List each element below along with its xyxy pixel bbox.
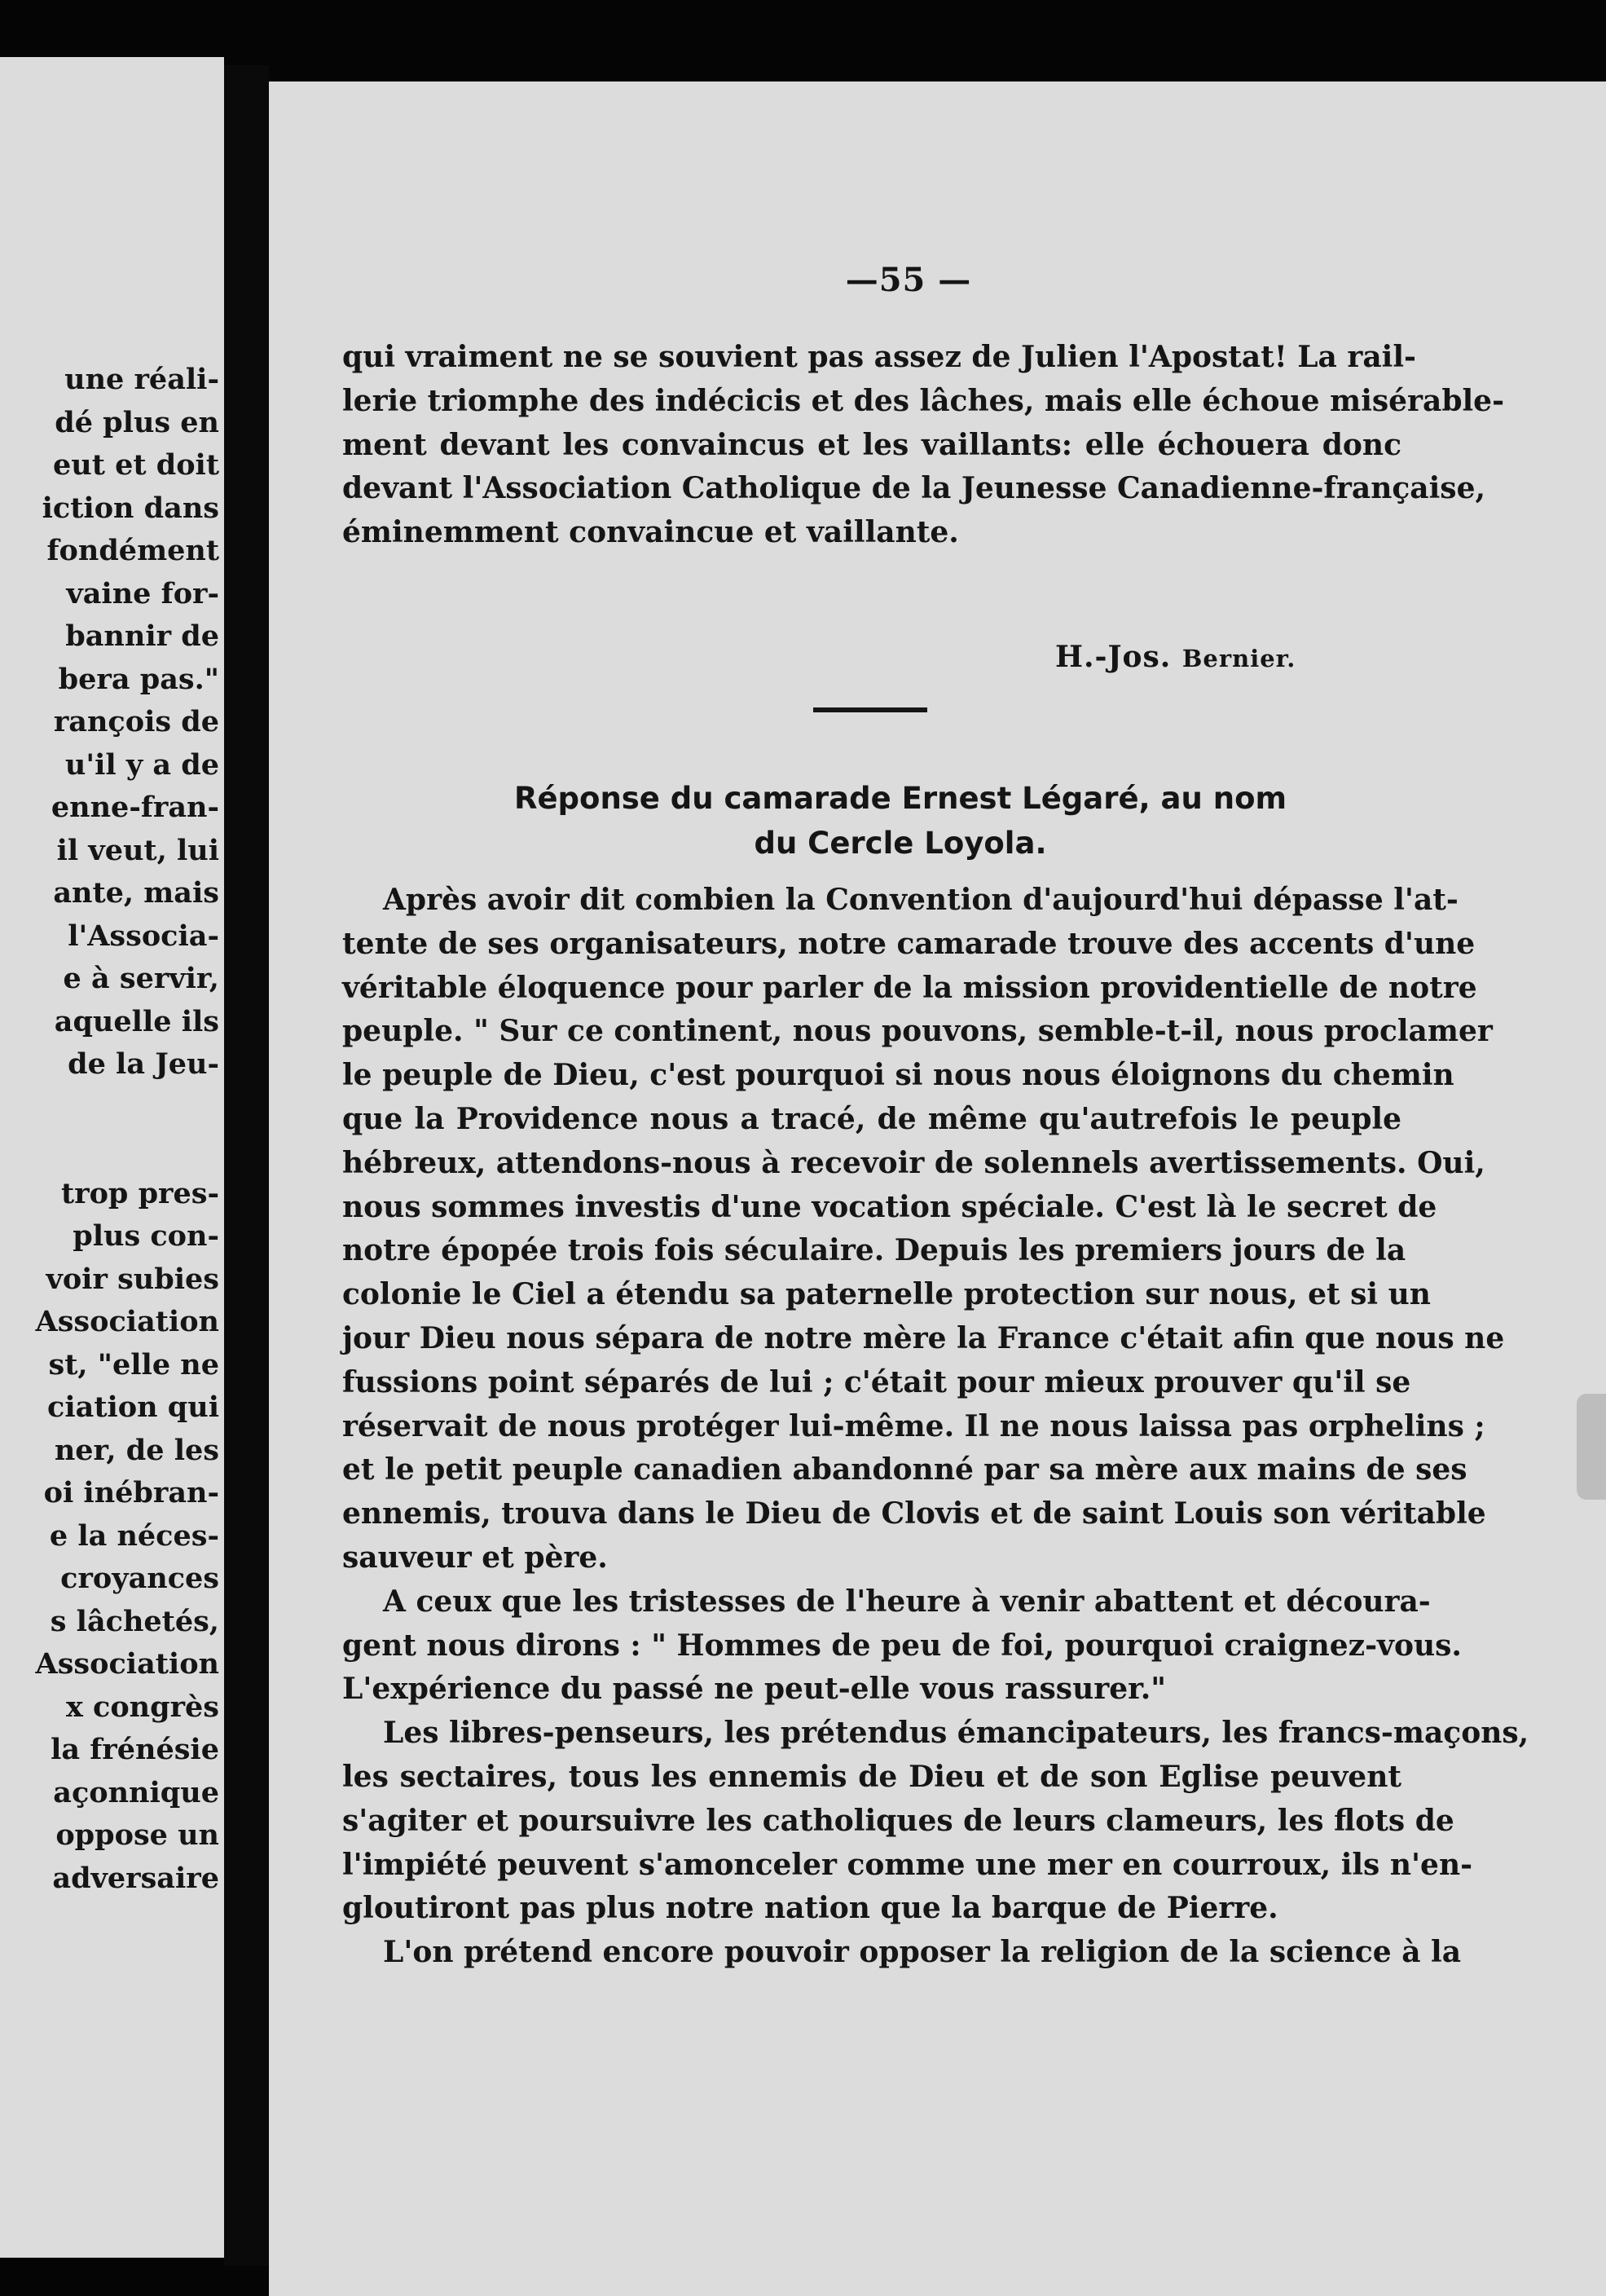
- speech-body: [342, 879, 1529, 1975]
- left-line: bera pas.": [58, 662, 219, 696]
- text-line: notre épopée trois fois séculaire. Depuis les premiers jours de la: [342, 1233, 1406, 1268]
- text-line: gloutiront pas plus notre nation que la barque de Pierre.: [342, 1891, 1278, 1926]
- text-line: qui vraiment ne se souvient pas assez de Julien l'Apostat! La rail-: [342, 340, 1416, 374]
- heading-line: Réponse du camarade Ernest Légaré, au nom: [513, 781, 1287, 816]
- left-line: vaine for-: [66, 576, 219, 610]
- left-line: il veut, lui: [56, 833, 219, 867]
- text-line: gent nous dirons : " Hommes de peu de foi, pourquoi craignez-vous.: [342, 1628, 1462, 1663]
- scan-artifact: [1577, 1394, 1606, 1500]
- text-line: que la Providence nous a tracé, de même qu'autrefois le peuple: [342, 1101, 1401, 1136]
- author-signature: [1055, 640, 1296, 674]
- book-gutter: [224, 65, 269, 2266]
- text-line: A ceux que les tristesses de l'heure à venir abattent et découra-: [383, 1584, 1431, 1619]
- page-55: [269, 82, 1606, 2296]
- text-line: L'on prétend encore pouvoir opposer la religion de la science à la: [383, 1935, 1462, 1970]
- text-line: nous sommes investis d'une vocation spéciale. C'est là le secret de: [342, 1189, 1437, 1224]
- left-line: s lâchetés,: [50, 1604, 219, 1638]
- left-line: voir subies: [46, 1262, 219, 1296]
- text-line: éminemment convaincue et vaillante.: [342, 515, 959, 550]
- left-line: ciation qui: [47, 1390, 219, 1424]
- left-line: plus con-: [73, 1219, 219, 1253]
- text-line: réservait de nous protéger lui-même. Il ne nous laissa pas orphelins ;: [342, 1408, 1485, 1443]
- left-line: eut et doit: [53, 448, 219, 482]
- text-line: jour Dieu nous sépara de notre mère la France c'était afin que nous ne: [342, 1320, 1505, 1355]
- previous-page-fragment: [0, 57, 224, 2258]
- text-line: Les libres-penseurs, les prétendus émancipateurs, les francs-maçons,: [383, 1716, 1529, 1751]
- section-divider: [813, 707, 927, 712]
- left-line: de la Jeu-: [68, 1047, 219, 1081]
- left-line: açonnique: [53, 1775, 219, 1809]
- left-line: ante, mais: [53, 876, 219, 910]
- left-line: croyances: [60, 1562, 219, 1595]
- left-line: fondément: [46, 534, 219, 567]
- text-line: tente de ses organisateurs, notre camarade trouve des accents d'une: [342, 926, 1476, 961]
- section-heading: [432, 776, 1369, 866]
- left-line: oppose un: [55, 1818, 219, 1852]
- left-line: une réali-: [64, 363, 219, 396]
- text-line: véritable éloquence pour parler de la mission providentielle de notre: [342, 970, 1477, 1005]
- paragraph-gap: [7, 1086, 219, 1173]
- left-line: enne-fran-: [51, 791, 219, 824]
- text-line: Après avoir dit combien la Convention d'aujourd'hui dépasse l'at-: [383, 883, 1459, 917]
- heading-line: du Cercle Loyola.: [754, 826, 1047, 861]
- left-line: x congrès: [65, 1690, 219, 1724]
- text-line: colonie le Ciel a étendu sa paternelle protection sur nous, et si un: [342, 1277, 1431, 1312]
- text-line: lerie triomphe des indécicis et des lâches, mais elle échoue misérable-: [342, 383, 1505, 418]
- left-line: rançois de: [53, 705, 219, 738]
- left-line: u'il y a de: [64, 747, 219, 782]
- text-line: s'agiter et poursuivre les catholiques de leurs clameurs, les flots de: [342, 1803, 1454, 1838]
- text-line: ennemis, trouva dans le Dieu de Clovis et de saint Louis son véritable: [342, 1496, 1486, 1531]
- text-line: et le petit peuple canadien abandonné par sa mère aux mains de ses: [342, 1452, 1467, 1487]
- signature-initials: H.-Jos.: [1055, 640, 1172, 674]
- left-line: bannir de: [65, 619, 219, 653]
- text-line: le peuple de Dieu, c'est pourquoi si nous nous éloignons du chemin: [342, 1058, 1454, 1093]
- signature-surname: Bernier.: [1181, 645, 1296, 672]
- left-line: e la néces-: [49, 1518, 219, 1553]
- page-number: —55 —: [845, 261, 972, 299]
- text-line: hébreux, attendons-nous à recevoir de solennels avertissements. Oui,: [342, 1145, 1485, 1180]
- left-line: adversaire: [52, 1861, 219, 1895]
- left-line: oi inébran-: [43, 1476, 219, 1509]
- text-line: devant l'Association Catholique de la Jeunesse Canadienne-française,: [342, 471, 1486, 506]
- text-line: les sectaires, tous les ennemis de Dieu et de son Eglise peuvent: [342, 1759, 1401, 1794]
- previous-page-text: [7, 359, 219, 1900]
- left-line: Association: [35, 1647, 219, 1681]
- left-line: Association: [35, 1305, 219, 1338]
- left-line: st, "elle ne: [48, 1347, 219, 1382]
- left-line: dé plus en: [55, 405, 219, 439]
- left-line: ner, de les: [54, 1433, 219, 1467]
- text-line: l'impiété peuvent s'amonceler comme une mer en courroux, ils n'en-: [342, 1847, 1473, 1882]
- text-line: fussions point séparés de lui ; c'était pour mieux prouver qu'il se: [342, 1364, 1411, 1399]
- left-line: trop pres-: [60, 1176, 219, 1210]
- left-line: e à servir,: [63, 962, 219, 995]
- left-line: iction dans: [42, 491, 219, 525]
- left-line: la frénésie: [51, 1733, 219, 1766]
- left-line: aquelle ils: [54, 1004, 219, 1038]
- text-line: L'expérience du passé ne peut-elle vous rassurer.": [342, 1672, 1167, 1707]
- text-line: ment devant les convaincus et les vaillants: elle échouera donc: [342, 427, 1401, 462]
- text-line: sauveur et père.: [342, 1540, 608, 1575]
- opening-paragraph: [342, 336, 1505, 555]
- left-line: l'Associa-: [68, 919, 219, 953]
- text-line: peuple. " Sur ce continent, nous pouvons, semble-t-il, nous proclamer: [342, 1014, 1493, 1049]
